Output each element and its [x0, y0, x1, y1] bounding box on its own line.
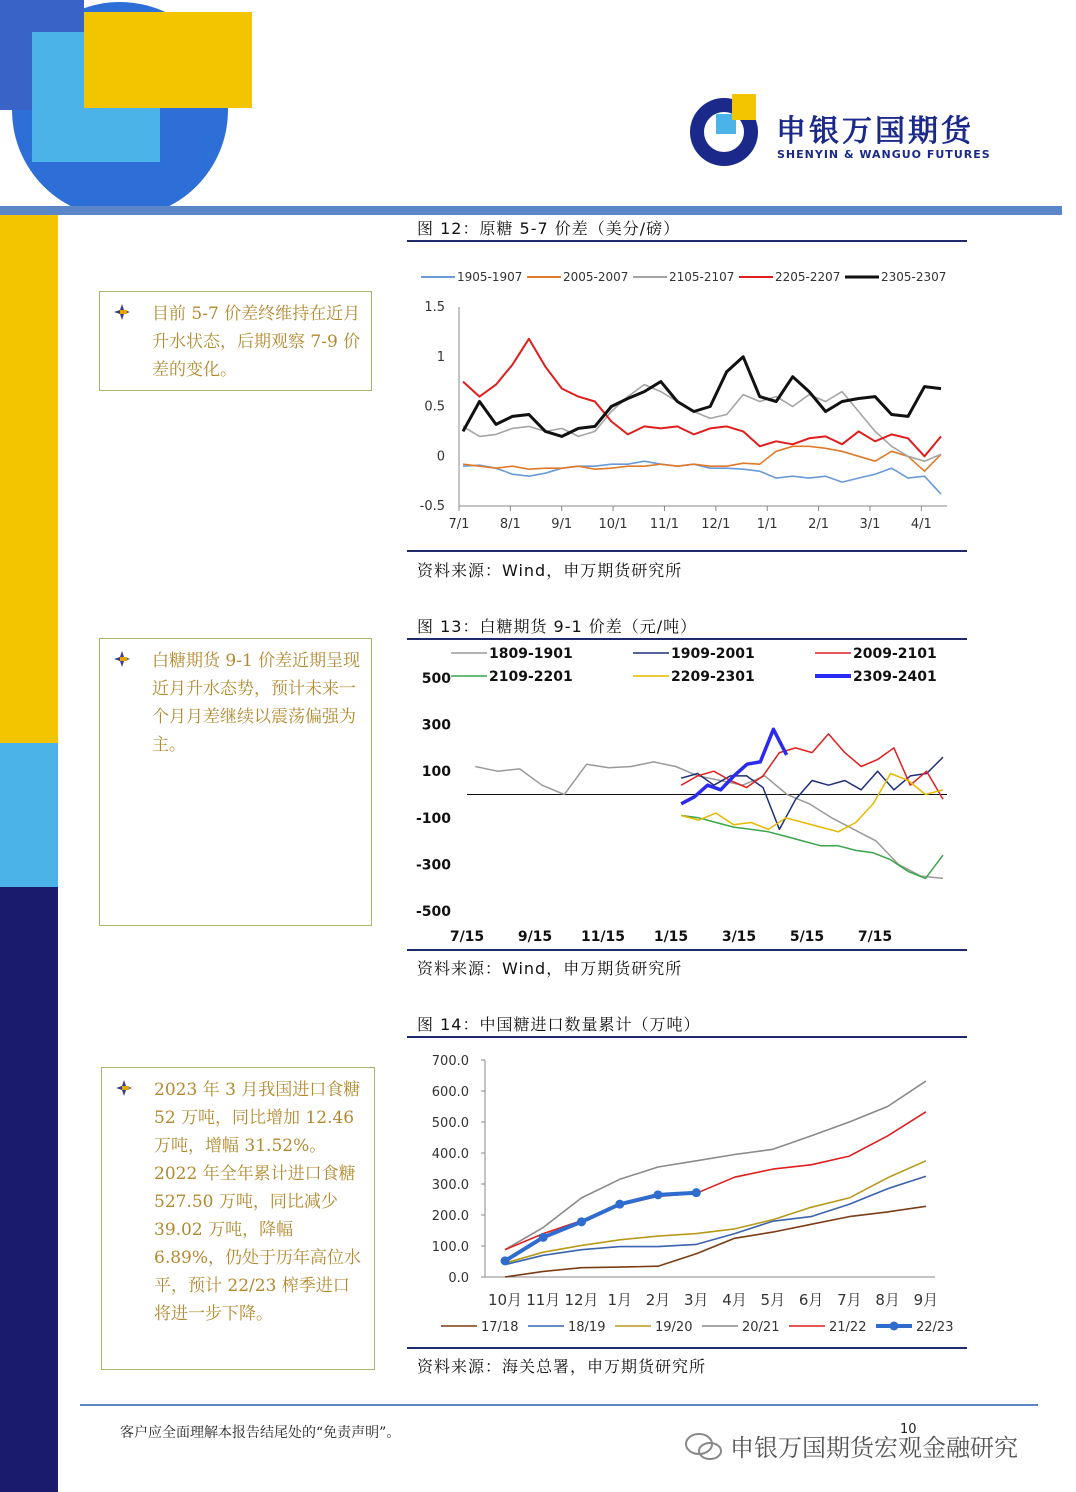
x-tick-label: 2月: [645, 1291, 671, 1309]
x-tick-label: 7/15: [857, 929, 893, 945]
y-tick-label: 100.0: [431, 1240, 469, 1255]
legend-label: 18/19: [568, 1320, 606, 1335]
x-tick-label: 11/15: [580, 929, 626, 945]
y-tick-label: 400.0: [431, 1147, 469, 1162]
x-tick-label: 3/1: [859, 517, 881, 532]
x-tick-label: 9月: [913, 1291, 939, 1309]
legend-label: 2309-2401: [853, 669, 937, 685]
figure-12-bottom-rule: [407, 550, 967, 552]
x-tick-label: 6月: [798, 1291, 824, 1309]
x-tick-label: 10/1: [598, 517, 628, 532]
figure-13-top-rule: [407, 638, 967, 640]
bullet-icon: [116, 1080, 132, 1096]
wechat-icon: [684, 1430, 724, 1464]
x-tick-label: 3/15: [721, 929, 757, 945]
legend-marker: [890, 1322, 899, 1331]
series-point: [577, 1217, 586, 1226]
figure-13-source: 资料来源：Wind，申万期货研究所: [417, 959, 683, 978]
legend-label: 21/22: [829, 1320, 867, 1335]
figure-13-bottom-rule: [407, 949, 967, 951]
x-tick-label: 10月: [487, 1291, 523, 1309]
series-point: [692, 1188, 701, 1197]
legend-label: 2209-2301: [671, 669, 755, 685]
x-tick-label: 8/1: [499, 517, 521, 532]
legend-label: 2105-2107: [669, 270, 735, 284]
header-shapes: [0, 0, 260, 206]
series-line: [463, 461, 941, 494]
legend-label: 1909-2001: [671, 646, 755, 662]
note-box-3: [101, 1067, 375, 1370]
x-tick-label: 7/1: [448, 517, 470, 532]
y-tick-label: 0: [436, 449, 445, 465]
figure-14-bottom-rule: [407, 1347, 967, 1349]
x-tick-label: 8月: [875, 1291, 900, 1309]
series-line: [681, 757, 943, 829]
legend-label: 22/23: [916, 1320, 954, 1335]
series-line: [505, 1193, 696, 1261]
note-box-2: [99, 638, 372, 926]
x-tick-label: 2/1: [808, 517, 830, 532]
figure-12-top-rule: [407, 240, 967, 242]
chart-raw-sugar-spread: [407, 260, 967, 545]
y-tick-label: 0.0: [448, 1271, 469, 1286]
bullet-icon: [114, 651, 130, 667]
note-text-1: 目前 5-7 价差终维持在近月升水状态，后期观察 7-9 价差的变化。: [152, 304, 361, 380]
x-tick-label: 12月: [564, 1291, 599, 1309]
series-line: [505, 1206, 926, 1277]
x-tick-label: 9/1: [551, 517, 573, 532]
y-tick-label: 700.0: [431, 1054, 469, 1069]
legend-label: 1905-1907: [457, 270, 523, 284]
figure-14-title: 图 14：中国糖进口数量累计（万吨）: [417, 1015, 701, 1034]
legend-label: 2009-2101: [853, 646, 937, 662]
y-tick-label: 500.0: [431, 1116, 469, 1131]
chart-white-sugar-spread: [407, 641, 967, 946]
y-tick-label: -300: [415, 857, 451, 874]
left-side-bar: [0, 215, 58, 1492]
x-tick-label: 12/1: [701, 517, 731, 532]
note-text-2: 白糖期货 9-1 价差近期呈现近月升水态势，预计未来一个月月差继续以震荡偏强为主。: [152, 651, 361, 755]
series-point: [501, 1256, 510, 1265]
x-tick-label: 5月: [760, 1291, 786, 1309]
y-tick-label: 1.5: [424, 300, 445, 315]
series-point: [654, 1190, 663, 1199]
x-tick-label: 1/1: [756, 517, 778, 532]
y-tick-label: -0.5: [419, 499, 445, 514]
x-tick-label: 7/15: [449, 929, 485, 945]
footer-rule: [80, 1404, 1038, 1406]
figure-14-top-rule: [407, 1036, 967, 1038]
company-logo: [688, 92, 991, 168]
x-tick-label: 1月: [607, 1291, 633, 1309]
legend-label: 2205-2207: [775, 270, 841, 284]
logo-en-text: SHENYIN & WANGUO FUTURES: [777, 148, 991, 161]
series-point: [539, 1233, 548, 1242]
header-decoration: [0, 0, 260, 206]
figure-14-source: 资料来源：海关总署，申万期货研究所: [417, 1357, 707, 1376]
y-tick-label: -500: [415, 904, 451, 920]
figure-12-title: 图 12：原糖 5-7 价差（美分/磅）: [417, 219, 681, 238]
series-line: [505, 1176, 926, 1264]
logo-cn-text: 申银万国期货: [776, 114, 974, 149]
legend-label: 2109-2201: [489, 669, 573, 685]
x-tick-label: 11月: [526, 1291, 561, 1309]
figure-13-title: 图 13：白糖期货 9-1 价差（元/吨）: [417, 617, 698, 636]
x-tick-label: 4月: [722, 1291, 747, 1309]
y-tick-label: 300.0: [431, 1178, 469, 1193]
y-tick-label: -100: [415, 810, 451, 827]
legend-label: 19/20: [655, 1320, 693, 1335]
legend-label: 1809-1901: [489, 646, 573, 662]
x-tick-label: 1/15: [653, 929, 689, 945]
watermark-text: 申银万国期货宏观金融研究: [730, 1434, 1018, 1462]
header-divider: [0, 206, 1062, 215]
logo-mark-icon: [688, 92, 768, 168]
x-tick-label: 5/15: [789, 929, 825, 945]
x-tick-label: 3月: [684, 1291, 709, 1309]
bullet-icon: [114, 304, 130, 320]
series-point: [615, 1200, 624, 1209]
x-tick-label: 11/1: [649, 517, 680, 532]
legend-label: 2305-2307: [881, 270, 947, 284]
x-tick-label: 7月: [837, 1291, 862, 1309]
y-tick-label: 300: [421, 717, 451, 734]
legend-label: 20/21: [742, 1320, 780, 1335]
chart-sugar-imports: [407, 1040, 967, 1345]
y-tick-label: 600.0: [431, 1085, 469, 1100]
series-line: [463, 446, 941, 471]
y-tick-label: 200.0: [431, 1209, 469, 1224]
legend-label: 2005-2007: [563, 270, 629, 284]
footer-disclaimer: 客户应全面理解本报告结尾处的“免责声明”。: [120, 1425, 401, 1441]
y-tick-label: 0.5: [424, 399, 445, 415]
x-tick-label: 9/15: [517, 929, 553, 945]
x-tick-label: 4/1: [910, 517, 932, 532]
series-line: [681, 729, 786, 804]
y-tick-label: 100: [421, 764, 451, 781]
series-line: [505, 1161, 926, 1263]
y-tick-label: 500: [421, 671, 451, 687]
legend-label: 17/18: [481, 1320, 519, 1335]
note-text-3: 2023 年 3 月我国进口食糖 52 万吨，同比增加 12.46 万吨，增幅 31.52%。2022 年全年累计进口食糖 527.50 万吨，同比减少 39.02 万吨，降幅 6.89%，仍处于历年高位水平，预计 22/23 榨季进口将进一步下降。: [154, 1080, 362, 1324]
note-box-1: [99, 291, 372, 391]
y-tick-label: 1: [436, 349, 445, 365]
page-number: 10: [900, 1422, 917, 1437]
figure-12-source: 资料来源：Wind，申万期货研究所: [417, 561, 683, 580]
